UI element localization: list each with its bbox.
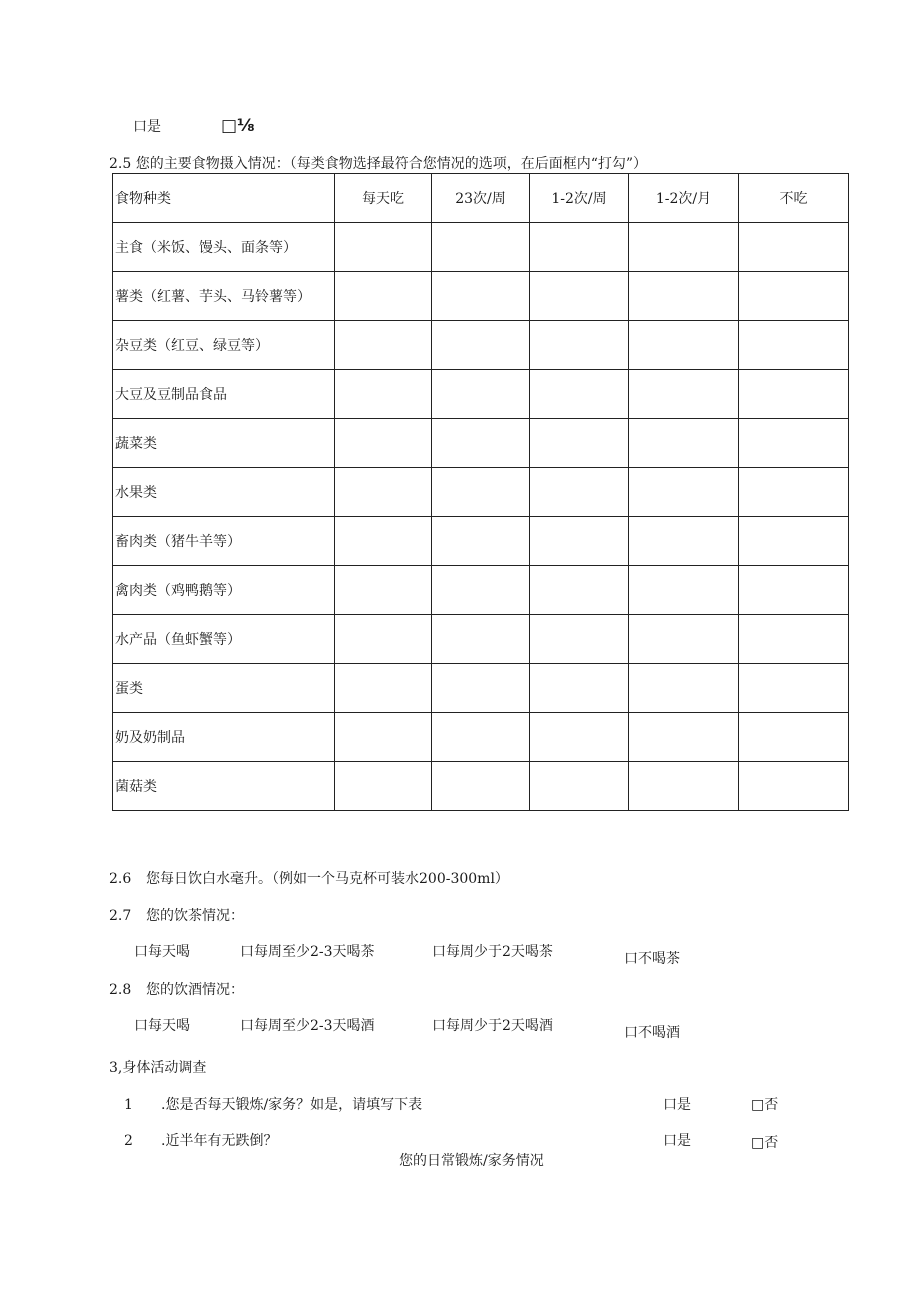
food-category-label: 水果类 <box>113 468 335 517</box>
q27-text: 您的饮茶情况： <box>146 908 244 924</box>
frequency-checkbox-cell[interactable] <box>335 566 432 615</box>
frequency-checkbox-cell[interactable] <box>530 468 629 517</box>
frequency-checkbox-cell[interactable] <box>739 321 849 370</box>
frequency-checkbox-cell[interactable] <box>432 370 530 419</box>
frequency-checkbox-cell[interactable] <box>629 272 739 321</box>
frequency-checkbox-cell[interactable] <box>432 517 530 566</box>
frequency-checkbox-cell[interactable] <box>629 664 739 713</box>
food-category-label: 水产品（鱼虾蟹等） <box>113 615 335 664</box>
frequency-checkbox-cell[interactable] <box>432 615 530 664</box>
frequency-checkbox-cell[interactable] <box>335 321 432 370</box>
frequency-checkbox-cell[interactable] <box>739 566 849 615</box>
q28-text: 您的饮酒情况： <box>146 982 244 998</box>
frequency-checkbox-cell[interactable] <box>530 370 629 419</box>
frequency-checkbox-cell[interactable] <box>629 762 739 811</box>
q27-option-less-2-days[interactable]: 口每周少于2天喝茶 <box>432 944 553 960</box>
frequency-checkbox-cell[interactable] <box>629 517 739 566</box>
frequency-checkbox-cell[interactable] <box>530 615 629 664</box>
frequency-checkbox-cell[interactable] <box>530 566 629 615</box>
frequency-checkbox-cell[interactable] <box>629 223 739 272</box>
frequency-checkbox-cell[interactable] <box>739 468 849 517</box>
table-row <box>113 468 849 517</box>
frequency-checkbox-cell[interactable] <box>739 762 849 811</box>
q28-option-2-3-days[interactable]: 口每周至少2-3天喝酒 <box>240 1018 375 1034</box>
frequency-checkbox-cell[interactable] <box>432 664 530 713</box>
frequency-checkbox-cell[interactable] <box>739 615 849 664</box>
frequency-checkbox-cell[interactable] <box>530 272 629 321</box>
q27-number: 2.7 <box>109 908 132 924</box>
q28-option-less-2-days[interactable]: 口每周少于2天喝酒 <box>432 1018 553 1034</box>
q27-option-2-3-days[interactable]: 口每周至少2-3天喝茶 <box>240 944 375 960</box>
s3-item2-yes[interactable]: 口是 <box>663 1133 691 1149</box>
s3-item1-text: .您是否每天锻炼/家务？如是，请填写下表 <box>161 1097 423 1113</box>
frequency-checkbox-cell[interactable] <box>432 321 530 370</box>
frequency-checkbox-cell[interactable] <box>432 713 530 762</box>
s3-item1-yes[interactable]: 口是 <box>663 1097 691 1113</box>
frequency-checkbox-cell[interactable] <box>530 419 629 468</box>
food-category-label: 蔬菜类 <box>113 419 335 468</box>
frequency-checkbox-cell[interactable] <box>432 566 530 615</box>
frequency-checkbox-cell[interactable] <box>629 713 739 762</box>
frequency-checkbox-cell[interactable] <box>335 713 432 762</box>
q26-text: 您每日饮白水毫升。（例如一个马克杯可装水200-300ml） <box>146 871 509 887</box>
frequency-checkbox-cell[interactable] <box>432 419 530 468</box>
frequency-checkbox-cell[interactable] <box>629 615 739 664</box>
frequency-checkbox-cell[interactable] <box>335 419 432 468</box>
food-category-label: 菌菇类 <box>113 762 335 811</box>
table-row <box>113 419 849 468</box>
q27-option-daily[interactable]: 口每天喝 <box>134 944 190 960</box>
header-food-type: 食物种类 <box>113 174 335 223</box>
frequency-checkbox-cell[interactable] <box>432 223 530 272</box>
header-daily: 每天吃 <box>335 174 432 223</box>
frequency-checkbox-cell[interactable] <box>530 321 629 370</box>
table-row <box>113 272 849 321</box>
frequency-checkbox-cell[interactable] <box>335 517 432 566</box>
frequency-checkbox-cell[interactable] <box>739 419 849 468</box>
frequency-checkbox-cell[interactable] <box>432 468 530 517</box>
frequency-checkbox-cell[interactable] <box>335 762 432 811</box>
top-yes-option[interactable]: 口是 <box>133 119 161 135</box>
frequency-checkbox-cell[interactable] <box>335 615 432 664</box>
frequency-checkbox-cell[interactable] <box>629 321 739 370</box>
frequency-checkbox-cell[interactable] <box>432 762 530 811</box>
food-category-label: 大豆及豆制品食品 <box>113 370 335 419</box>
frequency-checkbox-cell[interactable] <box>530 517 629 566</box>
table-row <box>113 615 849 664</box>
top-other-option[interactable]: □⅛ <box>221 116 255 136</box>
table-row <box>113 370 849 419</box>
table-row <box>113 223 849 272</box>
frequency-checkbox-cell[interactable] <box>335 468 432 517</box>
frequency-checkbox-cell[interactable] <box>335 370 432 419</box>
q28-number: 2.8 <box>109 982 132 998</box>
s3-item2-number: 2 <box>124 1133 133 1149</box>
food-category-label: 薯类（红薯、芋头、马铃薯等） <box>113 272 335 321</box>
table-row <box>113 664 849 713</box>
frequency-checkbox-cell[interactable] <box>739 517 849 566</box>
food-category-label: 奶及奶制品 <box>113 713 335 762</box>
frequency-checkbox-cell[interactable] <box>530 664 629 713</box>
q25-title: 2.5 您的主要食物摄入情况：（每类食物选择最符合您情况的选项，在后面框内“打勾”） <box>109 156 648 172</box>
s3-item1-no[interactable]: □否 <box>751 1097 779 1113</box>
table-header-row <box>113 174 849 223</box>
frequency-checkbox-cell[interactable] <box>530 223 629 272</box>
frequency-checkbox-cell[interactable] <box>335 664 432 713</box>
food-intake-table <box>112 173 849 811</box>
q26-number: 2.6 <box>109 871 132 887</box>
frequency-checkbox-cell[interactable] <box>739 370 849 419</box>
q27-option-none[interactable]: 口不喝茶 <box>624 951 680 967</box>
food-category-label: 主食（米饭、馒头、面条等） <box>113 223 335 272</box>
frequency-checkbox-cell[interactable] <box>629 370 739 419</box>
table-row <box>113 762 849 811</box>
frequency-checkbox-cell[interactable] <box>530 762 629 811</box>
frequency-checkbox-cell[interactable] <box>739 664 849 713</box>
header-23-per-week: 23次/周 <box>432 174 530 223</box>
food-category-label: 畜肉类（猪牛羊等） <box>113 517 335 566</box>
frequency-checkbox-cell[interactable] <box>739 272 849 321</box>
frequency-checkbox-cell[interactable] <box>530 713 629 762</box>
s3-item1-number: 1 <box>124 1097 133 1113</box>
frequency-checkbox-cell[interactable] <box>629 468 739 517</box>
frequency-checkbox-cell[interactable] <box>739 713 849 762</box>
food-category-label: 蛋类 <box>113 664 335 713</box>
frequency-checkbox-cell[interactable] <box>335 272 432 321</box>
header-never: 不吃 <box>739 174 849 223</box>
frequency-checkbox-cell[interactable] <box>629 566 739 615</box>
table-row <box>113 321 849 370</box>
s3-item2-text: .近半年有无跌倒？ <box>161 1133 278 1149</box>
header-1-2-per-month: 1-2次/月 <box>629 174 739 223</box>
frequency-checkbox-cell[interactable] <box>629 419 739 468</box>
frequency-checkbox-cell[interactable] <box>739 223 849 272</box>
frequency-checkbox-cell[interactable] <box>335 223 432 272</box>
exercise-caption: 您的日常锻炼/家务情况 <box>399 1153 544 1169</box>
food-category-label: 禽肉类（鸡鸭鹅等） <box>113 566 335 615</box>
q28-option-none[interactable]: 口不喝酒 <box>624 1025 680 1041</box>
section3-title: 3,身体活动调查 <box>109 1060 207 1076</box>
frequency-checkbox-cell[interactable] <box>432 272 530 321</box>
q28-option-daily[interactable]: 口每天喝 <box>134 1018 190 1034</box>
table-row <box>113 713 849 762</box>
food-category-label: 杂豆类（红豆、绿豆等） <box>113 321 335 370</box>
table-row <box>113 566 849 615</box>
table-row <box>113 517 849 566</box>
s3-item2-no[interactable]: □否 <box>751 1135 779 1151</box>
header-1-2-per-week: 1-2次/周 <box>530 174 629 223</box>
